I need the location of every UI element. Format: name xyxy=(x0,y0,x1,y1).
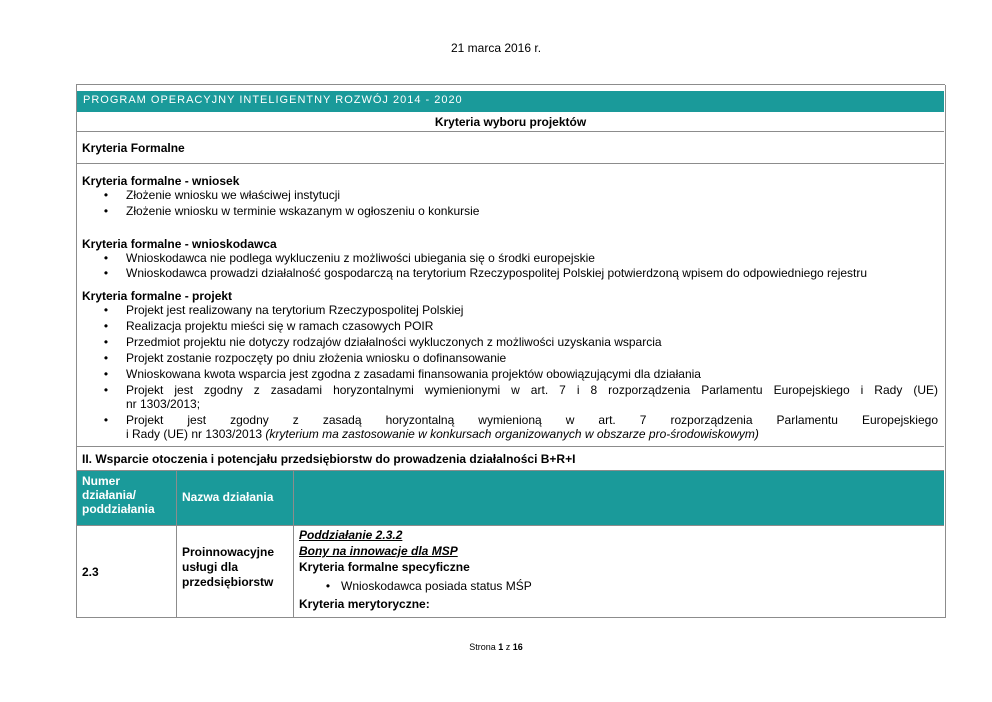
bullet-icon: • xyxy=(103,413,109,427)
bullet-icon: • xyxy=(103,319,109,333)
program-title-band xyxy=(77,91,944,112)
bullet-icon: • xyxy=(103,251,109,265)
formal-criteria-heading: Kryteria Formalne xyxy=(82,141,185,155)
program-title: PROGRAM OPERACYJNY INTELIGENTNY ROZWÓJ 2014 - 2020 xyxy=(83,94,463,106)
section-wnioskodawca-title: Kryteria formalne - wnioskodawca xyxy=(82,237,277,251)
list-item: Przedmiot projektu nie dotyczy rodzajów działalności wykluczonych z możliwości uzyskania wsparcia xyxy=(126,335,662,349)
divider xyxy=(77,525,944,526)
section-projekt-title: Kryteria formalne - projekt xyxy=(82,289,233,303)
list-item: Projekt jest realizowany na terytorium Rzeczypospolitej Polskiej xyxy=(126,303,464,317)
divider xyxy=(77,163,944,164)
list-item-line: nr 1303/2013; xyxy=(126,397,201,411)
list-item: Wnioskodawca prowadzi działalność gospodarczą na terytorium Rzeczypospolitej Polskiej potwierdzoną wpisem do odpowiedniego rejestru xyxy=(126,266,868,280)
page-footer: Strona 1 z 16 xyxy=(469,642,523,652)
list-item: Realizacja projektu mieści się w ramach czasowych POIR xyxy=(126,319,434,333)
table-title: Kryteria wyboru projektów xyxy=(434,115,587,129)
divider xyxy=(77,131,944,132)
list-item: Złożenie wniosku we właściwej instytucji xyxy=(126,188,341,202)
row-action-name: Proinnowacyjne usługi dla przedsiębiorstw xyxy=(182,545,275,589)
subaction-number: Poddziałanie 2.3.2 xyxy=(299,528,403,542)
section-wniosek-title: Kryteria formalne - wniosek xyxy=(82,174,240,188)
header-date: 21 marca 2016 r. xyxy=(450,41,542,55)
bullet-icon: • xyxy=(103,204,109,218)
list-item: Projekt zostanie rozpoczęty po dniu złożenia wniosku o dofinansowanie xyxy=(126,351,507,365)
row-number: 2.3 xyxy=(82,565,99,579)
divider xyxy=(77,446,944,447)
bullet-icon: • xyxy=(103,335,109,349)
column-header-number: Numer działania/ poddziałania xyxy=(82,474,155,516)
bullet-icon: • xyxy=(103,303,109,317)
list-item: Wnioskodawca posiada status MŚP xyxy=(341,579,532,593)
current-page: 1 xyxy=(498,642,504,652)
column-header-name: Nazwa działania xyxy=(182,490,274,504)
merit-criteria-title: Kryteria merytoryczne: xyxy=(299,597,430,611)
subaction-name: Bony na innowacje dla MSP xyxy=(299,544,458,558)
total-pages: 16 xyxy=(512,642,523,652)
list-item: Złożenie wniosku w terminie wskazanym w ogłoszeniu o konkursie xyxy=(126,204,480,218)
list-item-line xyxy=(126,428,759,441)
bullet-icon: • xyxy=(325,579,331,593)
column-divider xyxy=(176,471,177,617)
column-divider xyxy=(293,471,294,617)
list-item-line: Projekt jest zgodny z zasadą horyzontalną wymienioną w art. 7 rozporządzenia Parlamentu Europejskiego xyxy=(126,413,938,427)
bullet-icon: • xyxy=(103,367,109,381)
list-item-text: i Rady (UE) nr 1303/2013 xyxy=(126,427,266,441)
bullet-icon: • xyxy=(103,188,109,202)
list-item: Wnioskowana kwota wsparcia jest zgodna z zasadami finansowania projektów obowiązującymi dla działania xyxy=(126,367,701,381)
bullet-icon: • xyxy=(103,383,109,397)
specific-criteria-title: Kryteria formalne specyficzne xyxy=(299,560,470,574)
list-item-note: (kryterium ma zastosowanie w konkursach organizowanych w obszarze pro-środowiskowym) xyxy=(265,427,759,441)
section-ii-title: II. Wsparcie otoczenia i potencjału przedsiębiorstw do prowadzenia działalności B+R+I xyxy=(82,452,576,466)
list-item-line: Projekt jest zgodny z zasadami horyzontalnymi wymienionymi w art. 7 i 8 rozporządzenia Parlamentu Europejskiego i Rady (UE) xyxy=(126,383,938,397)
list-item: Wnioskodawca nie podlega wykluczeniu z możliwości ubiegania się o środki europejskie xyxy=(126,251,595,265)
bullet-icon: • xyxy=(103,351,109,365)
bullet-icon: • xyxy=(103,266,109,280)
